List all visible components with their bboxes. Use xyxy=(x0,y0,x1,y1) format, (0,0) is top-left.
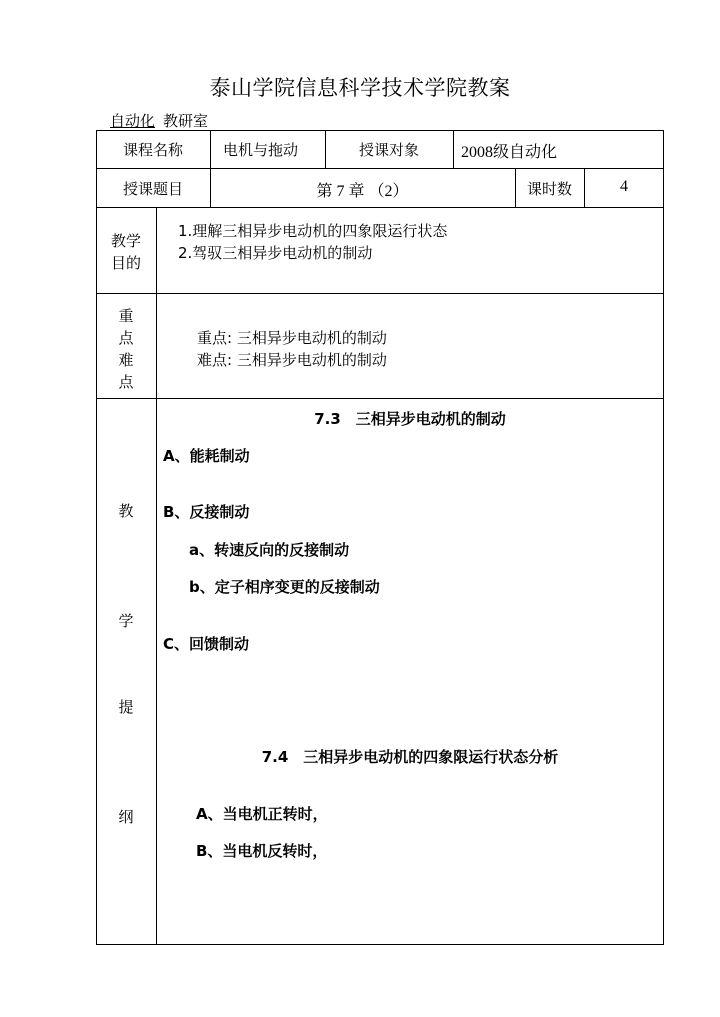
column-divider xyxy=(453,130,454,169)
outline-item: B、反接制动 xyxy=(163,503,250,521)
outline-subitem: a、转速反向的反接制动 xyxy=(189,541,350,559)
outline-label-char: 纲 xyxy=(118,808,134,826)
outline-item: B、当电机反转时， xyxy=(196,842,328,860)
topic-label: 授课题目 xyxy=(122,180,183,198)
table-border-right xyxy=(663,130,664,945)
department-line xyxy=(106,110,208,131)
column-divider xyxy=(210,130,211,169)
department-name: 自动化 xyxy=(110,112,156,130)
outline-item: C、回馈制动 xyxy=(163,635,250,653)
outline-item: A、当电机正转时， xyxy=(196,805,328,823)
table-border-top xyxy=(96,130,664,131)
table-border-bottom xyxy=(96,944,664,945)
objectives-label-line2: 目的 xyxy=(110,254,141,272)
hours-value: 4 xyxy=(620,178,628,195)
focus-label-char: 点 xyxy=(118,329,134,347)
outline-label-char: 学 xyxy=(118,612,134,630)
audience-value: 2008级自动化 xyxy=(461,144,558,161)
key-point: 重点: 三相异步电动机的制动 xyxy=(197,329,387,347)
focus-label-char: 重 xyxy=(118,307,134,325)
row-divider xyxy=(96,207,664,208)
section-heading-7-3: 7.3 三相异步电动机的制动 xyxy=(314,410,506,428)
section-heading-7-4: 7.4 三相异步电动机的四象限运行状态分析 xyxy=(261,748,559,766)
lesson-plan-table xyxy=(96,130,664,945)
focus-label-char: 点 xyxy=(118,373,134,391)
objectives-label-line1: 教学 xyxy=(110,232,141,250)
outline-item: A、能耗制动 xyxy=(163,447,250,465)
objective-item: 1.理解三相异步电动机的四象限运行状态 xyxy=(178,222,448,240)
row-divider xyxy=(96,168,664,169)
outline-subitem: b、定子相序变更的反接制动 xyxy=(189,578,380,596)
course-name-value: 电机与拖动 xyxy=(223,141,299,159)
label-column-divider xyxy=(156,207,157,945)
audience-label: 授课对象 xyxy=(358,141,419,159)
outline-label-char: 提 xyxy=(118,698,134,716)
focus-label-char: 难 xyxy=(118,351,134,369)
department-suffix: 教研室 xyxy=(163,112,209,130)
difficult-point: 难点: 三相异步电动机的制动 xyxy=(197,351,387,369)
objective-item: 2.驾驭三相异步电动机的制动 xyxy=(178,244,373,262)
row-divider xyxy=(96,398,664,399)
page-title: 泰山学院信息科学技术学院教案 xyxy=(209,76,511,100)
hours-label: 课时数 xyxy=(526,180,572,198)
row-divider xyxy=(96,293,664,294)
outline-label-char: 教 xyxy=(118,502,134,520)
topic-value: 第 7 章 （2） xyxy=(316,183,409,200)
course-name-label: 课程名称 xyxy=(122,141,183,159)
